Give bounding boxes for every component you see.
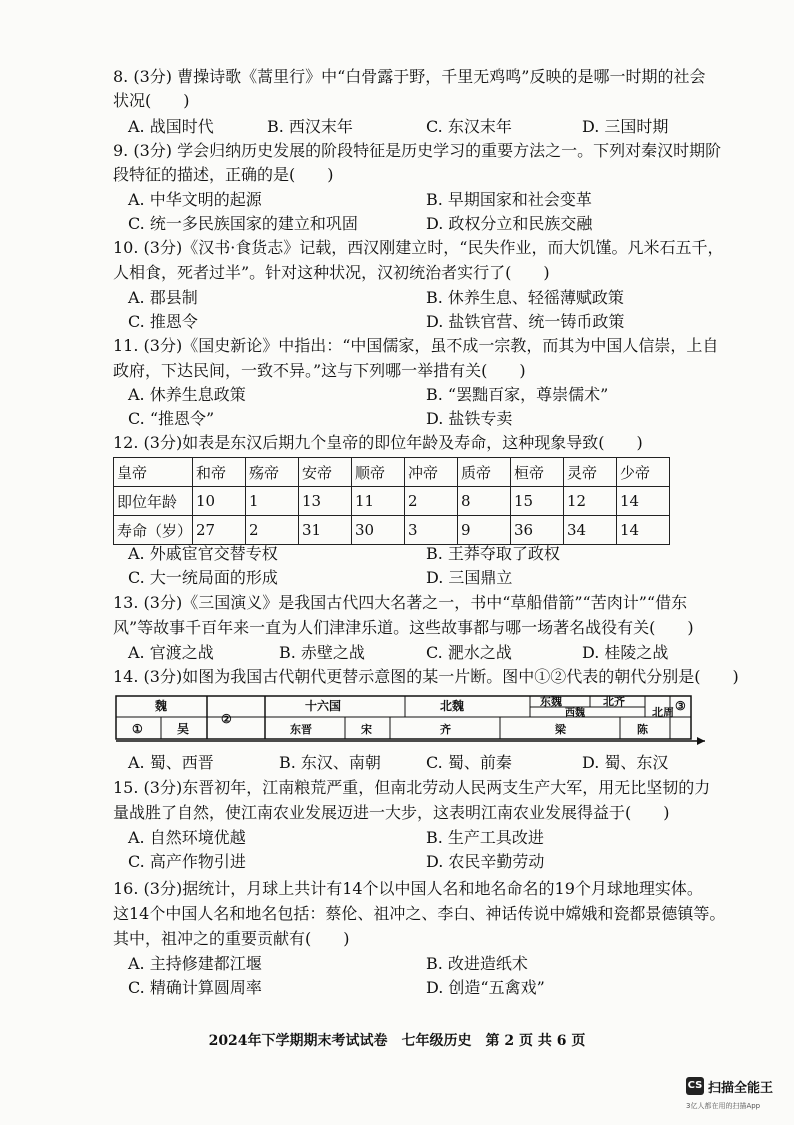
diagram-three: ③	[675, 699, 686, 713]
q8-option-b: B. 西汉末年	[267, 117, 353, 136]
q9-option-c: C. 统一多民族国家的建立和巩固	[128, 214, 358, 233]
q9-option-b: B. 早期国家和社会变革	[426, 190, 592, 209]
diagram-sixteen-kingdoms: 十六国	[305, 699, 342, 713]
table-cell: 9	[458, 516, 511, 545]
q14-option-a: A. 蜀、西晋	[128, 753, 214, 772]
q14-option-b: B. 东汉、南朝	[279, 753, 381, 772]
table-cell: 14	[617, 516, 670, 545]
table-cell: 即位年龄	[114, 487, 193, 516]
q15-line1: 15. (3分)东晋初年，江南粮荒严重，但南北劳动人民两支生产大军，用无比坚韧的力	[113, 778, 711, 797]
q15-line2: 量战胜了自然，使江南农业发展迈进一大步，这表明江南农业发展得益于( )	[113, 803, 670, 822]
q10-option-b: B. 休养生息、轻徭薄赋政策	[426, 288, 624, 307]
camscanner-logo-icon: CS	[686, 1077, 704, 1095]
q9-line2: 段特征的描述，正确的是( )	[113, 165, 334, 184]
emperor-table	[113, 457, 670, 545]
q12-line1: 12. (3分)如表是东汉后期九个皇帝的即位年龄及寿命，这种现象导致( )	[113, 433, 643, 452]
table-cell: 2	[405, 487, 458, 516]
q16-option-b: B. 改进造纸术	[426, 954, 528, 973]
q16-option-a: A. 主持修建都江堰	[128, 954, 262, 973]
q10-option-c: C. 推恩令	[128, 312, 198, 331]
q8-option-d: D. 三国时期	[582, 117, 669, 136]
table-cell: 少帝	[617, 458, 670, 487]
q12-option-c: C. 大一统局面的形成	[128, 568, 278, 587]
table-cell: 桓帝	[511, 458, 564, 487]
q8-line1: 8. (3分) 曹操诗歌《蒿里行》中“白骨露于野，千里无鸡鸣”反映的是哪一时期的社会	[113, 67, 706, 86]
q16-line3: 其中，祖冲之的重要贡献有( )	[113, 929, 350, 948]
diagram-wu: 吴	[177, 722, 190, 736]
table-cell: 寿命（岁）	[114, 516, 193, 545]
q15-option-d: D. 农民辛勤劳动	[426, 852, 545, 871]
table-cell: 14	[617, 487, 670, 516]
table-cell: 灵帝	[564, 458, 617, 487]
q10-line2: 人相食，死者过半”。针对这种状况，汉初统治者实行了( )	[113, 263, 550, 282]
table-cell: 11	[352, 487, 405, 516]
diagram-beizhou: 北周	[652, 706, 674, 719]
table-cell: 36	[511, 516, 564, 545]
q14-option-d: D. 蜀、东汉	[582, 753, 669, 772]
diagram-liang: 梁	[555, 723, 566, 736]
q12-option-d: D. 三国鼎立	[426, 568, 513, 587]
q13-option-b: B. 赤壁之战	[279, 643, 365, 662]
table-row	[114, 516, 670, 545]
q10-option-d: D. 盐铁官营、统一铸币政策	[426, 312, 625, 331]
q14-option-c: C. 蜀、前秦	[426, 753, 512, 772]
q14-line1: 14. (3分)如图为我国古代朝代更替示意图的某一片断。图中①②代表的朝代分别是( )	[113, 667, 739, 686]
q8-option-c: C. 东汉末年	[426, 117, 512, 136]
q9-line1: 9. (3分) 学会归纳历史发展的阶段特征是历史学习的重要方法之一。下列对秦汉时期阶	[113, 141, 722, 160]
table-cell: 31	[299, 516, 352, 545]
q11-option-c: C. “推恩令”	[128, 409, 215, 428]
diagram-beiwei: 北魏	[440, 699, 465, 713]
table-cell: 安帝	[299, 458, 352, 487]
q16-line1: 16. (3分)据统计，月球上共计有14个以中国人名和地名命名的19个月球地理实体。	[113, 879, 703, 898]
table-cell: 1	[246, 487, 299, 516]
q8-option-a: A. 战国时代	[128, 117, 214, 136]
q9-option-a: A. 中华文明的起源	[128, 190, 262, 209]
diagram-one: ①	[132, 722, 143, 736]
table-cell: 殇帝	[246, 458, 299, 487]
page-footer: 2024年下学期期末考试试卷 七年级历史 第 2 页 共 6 页	[208, 1033, 586, 1049]
q8-line2: 状况( )	[113, 91, 190, 110]
diagram-dongwei: 东魏	[540, 695, 562, 708]
q16-option-c: C. 精确计算圆周率	[128, 978, 262, 997]
diagram-song: 宋	[361, 723, 372, 736]
table-cell: 质帝	[458, 458, 511, 487]
diagram-two: ②	[221, 712, 232, 726]
table-cell: 15	[511, 487, 564, 516]
table-cell: 10	[193, 487, 246, 516]
q13-option-a: A. 官渡之战	[128, 643, 214, 662]
camscanner-tagline: 3亿人都在用的扫描App	[686, 1102, 761, 1110]
diagram-wei: 魏	[155, 699, 168, 713]
table-cell: 和帝	[193, 458, 246, 487]
table-cell: 顺帝	[352, 458, 405, 487]
diagram-beiqi: 北齐	[603, 695, 625, 708]
table-cell: 27	[193, 516, 246, 545]
table-row	[114, 487, 670, 516]
table-cell: 冲帝	[405, 458, 458, 487]
diagram-dongjin: 东晋	[290, 723, 312, 736]
q10-line1: 10. (3分)《汉书·食货志》记载，西汉刚建立时，“民失作业，而大饥馑。凡米石五千，	[113, 238, 724, 257]
q10-option-a: A. 郡县制	[128, 288, 198, 307]
q11-option-a: A. 休养生息政策	[128, 385, 246, 404]
table-cell: 13	[299, 487, 352, 516]
table-cell: 皇帝	[114, 458, 193, 487]
diagram-chen: 陈	[637, 723, 648, 736]
q13-line2: 风”等故事千百年来一直为人们津津乐道。这些故事都与哪一场著名战役有关( )	[113, 618, 694, 637]
q12-option-a: A. 外戚宦官交替专权	[128, 544, 278, 563]
table-row	[114, 458, 670, 487]
q11-line1: 11. (3分)《国史新论》中指出：“中国儒家，虽不成一宗教，而其为中国人信崇，上自	[113, 336, 719, 355]
camscanner-name: 扫描全能王	[708, 1081, 774, 1096]
q11-option-b: B. “罢黜百家，尊崇儒术”	[426, 385, 609, 404]
q11-option-d: D. 盐铁专卖	[426, 409, 513, 428]
diagram-xiwei: 西魏	[565, 708, 585, 719]
table-cell: 34	[564, 516, 617, 545]
q13-option-c: C. 淝水之战	[426, 643, 512, 662]
q12-option-b: B. 王莽夺取了政权	[426, 544, 560, 563]
dynasty-timeline-diagram	[115, 693, 710, 747]
q15-option-a: A. 自然环境优越	[128, 828, 246, 847]
table-cell: 2	[246, 516, 299, 545]
q13-option-d: D. 桂陵之战	[582, 643, 669, 662]
q16-option-d: D. 创造“五禽戏”	[426, 978, 545, 997]
q11-line2: 政府，下达民间，一致不异。”这与下列哪一举措有关( )	[113, 361, 526, 380]
diagram-qi: 齐	[440, 723, 451, 736]
q9-option-d: D. 政权分立和民族交融	[426, 214, 593, 233]
table-cell: 8	[458, 487, 511, 516]
q16-line2: 这14个中国人名和地名包括：蔡伦、祖冲之、李白、神话传说中嫦娥和瓷都景德镇等。	[113, 904, 726, 923]
q15-option-b: B. 生产工具改进	[426, 828, 544, 847]
q15-option-c: C. 高产作物引进	[128, 852, 246, 871]
q13-line1: 13. (3分)《三国演义》是我国古代四大名著之一，书中“草船借箭”“苦肉计”“借东	[113, 593, 688, 612]
table-cell: 12	[564, 487, 617, 516]
table-cell: 30	[352, 516, 405, 545]
table-cell: 3	[405, 516, 458, 545]
